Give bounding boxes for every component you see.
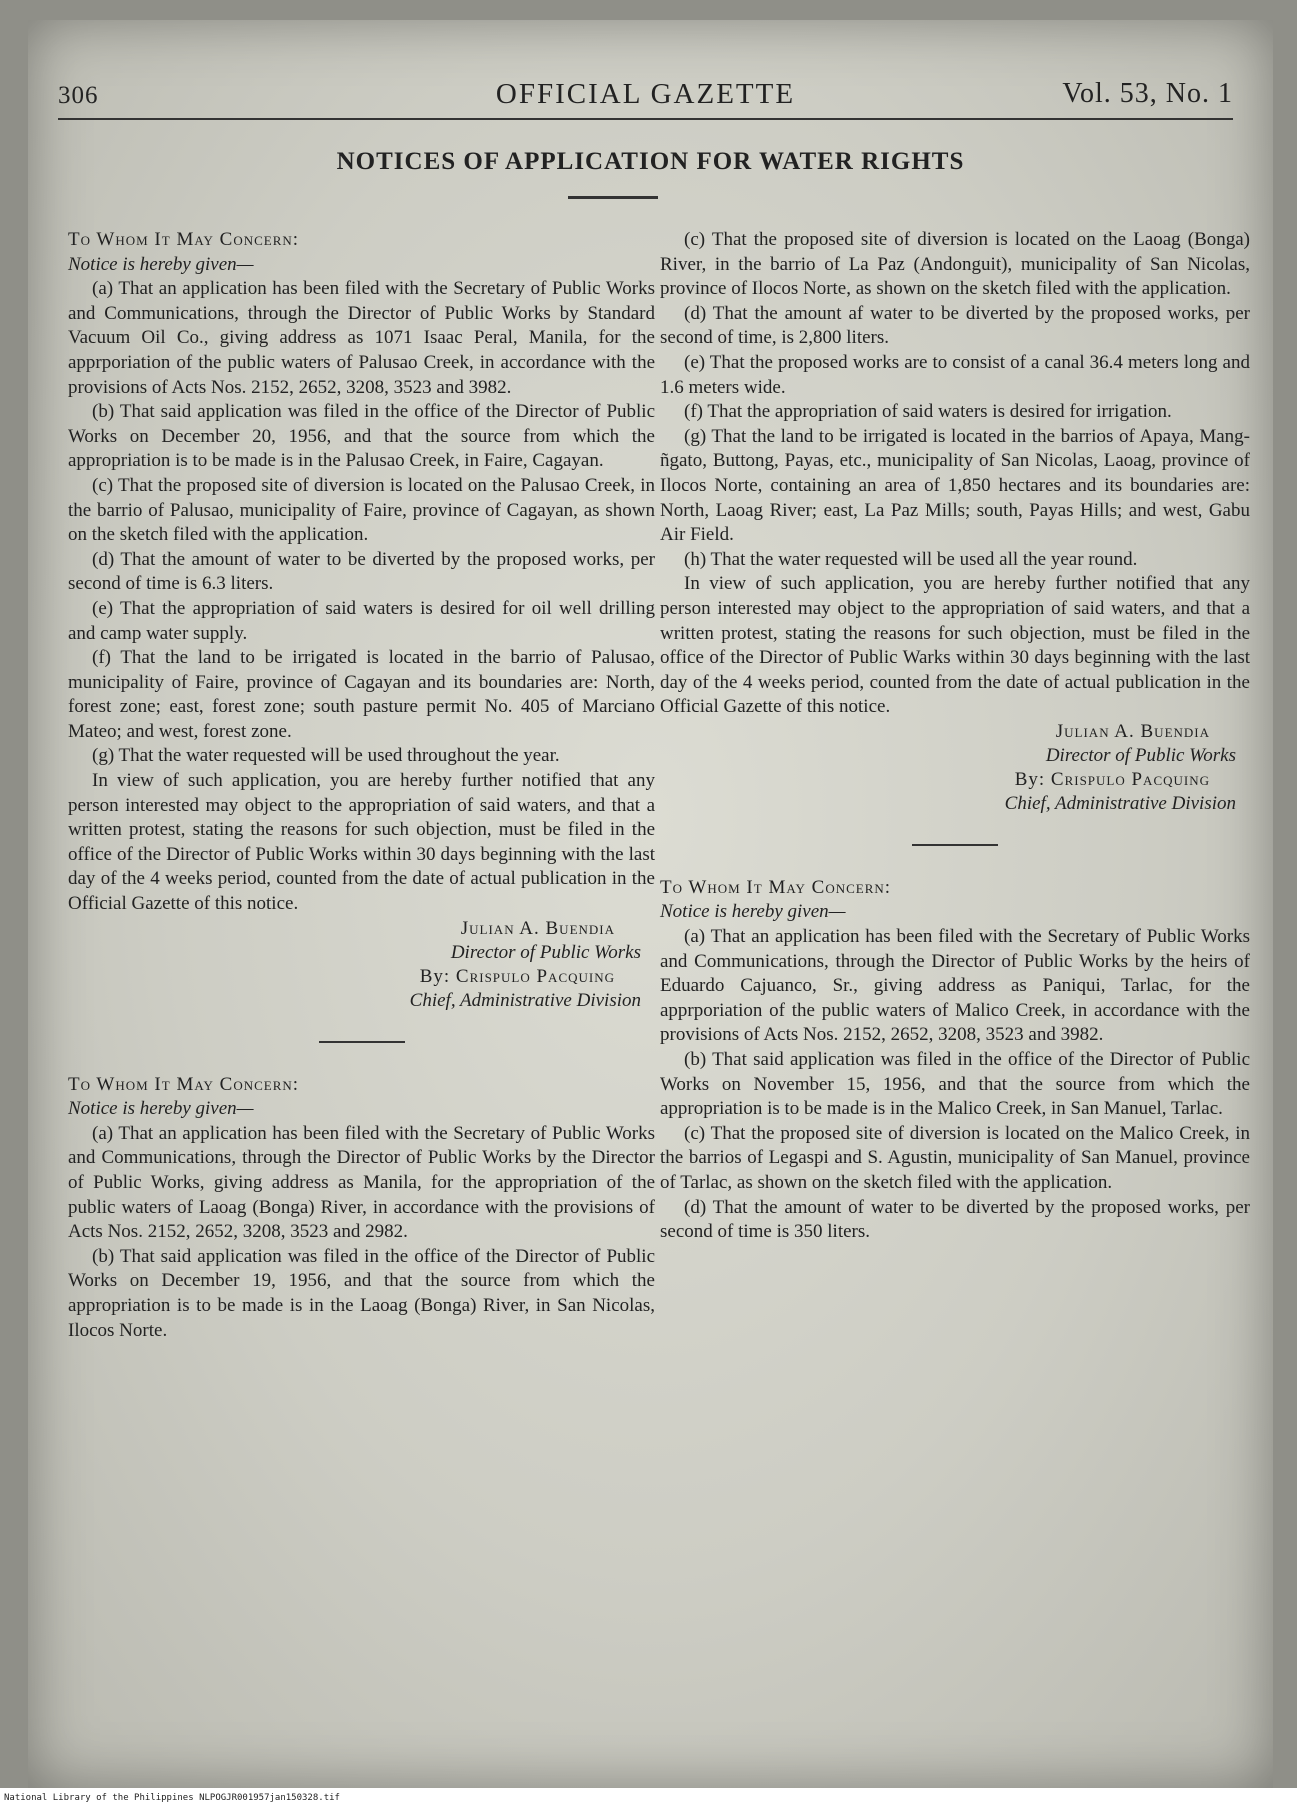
notice-paragraph: (c) That the proposed site of diversion is located on the Laoag (Bonga) River, in the barrio of La Paz (Andonguit), municipality of San Nicolas, province of Ilocos Norte, as shown on the sketch filed with the application. <box>660 229 1250 300</box>
notice-paragraph: (f) That the appropriation of said waters is desired for irrigation. <box>684 401 1172 423</box>
notice-given: Notice is hereby given— <box>660 901 846 923</box>
notice-1 <box>68 228 655 1013</box>
signatory-name: Julian A. Buendia <box>460 917 615 939</box>
notice-paragraph: (d) That the amount of water to be diverted by the proposed works, per second of time is 350 liters. <box>660 1196 1250 1243</box>
notice-paragraph: (b) That said application was filed in the office of the Director of Public Works on December 19, 1956, and that the source from which the appropriation is to be made is in the Laoag (Bonga) River, in San Nicolas, Ilocos Norte. <box>68 1245 655 1341</box>
signed-by <box>660 768 1250 792</box>
notice-salutation: To Whom It May Concern: <box>68 229 300 250</box>
notice-2-continued <box>660 228 1250 816</box>
by-label: By: <box>1014 768 1046 790</box>
notice-2-start <box>68 1073 655 1344</box>
notice-paragraph: (e) That the proposed works are to consist of a canal 36.4 meters long and 1.6 meters wide. <box>660 351 1250 398</box>
notice-paragraph: (a) That an application has been filed with the Secretary of Public Works and Communications, through the Director of Public Works by Standard Vacuum Oil Co., giving address as 1071 Isaac Peral, Manila, for the apprporiation of the public waters of Palusao Creek, in accordance with the provisions of Acts Nos. 2152, 2652, 3208, 3523 and 3982. <box>68 278 655 398</box>
notice-divider <box>319 1041 405 1043</box>
by-name: Crispulo Pacquing <box>455 965 615 987</box>
notice-paragraph: (a) That an application has been filed with the Secretary of Public Works and Communications, through the Director of Public Works by the Director of Public Works, giving address as Manila, for the appropriation of the public waters of Laoag (Bonga) River, in accordance with the provisions of Acts Nos. 2152, 2652, 3208, 3523 and 2982. <box>68 1122 655 1243</box>
gazette-page <box>28 20 1273 1788</box>
title-divider <box>568 196 658 199</box>
notice-3 <box>660 876 1250 1245</box>
notice-salutation: To Whom It May Concern: <box>68 1073 300 1095</box>
notice-paragraph: (e) That the appropriation of said waters is desired for oil well drilling and camp water supply. <box>68 597 655 644</box>
notice-paragraph: (b) That said application was filed in the office of the Director of Public Works on November 15, 1956, and that the source from which the appropriation is to be made is in the Malico Creek, in San Manuel, Tarlac. <box>660 1049 1250 1120</box>
by-name: Crispulo Pacquing <box>1050 768 1210 790</box>
page-header <box>58 62 1233 120</box>
notice-paragraph: In view of such application, you are hereby further notified that any person interested may object to the appropriation of said waters, and that a written protest, stating the reasons for such objection, must be filed in the office of the Director of Public Works within 30 days beginning with the last day of the 4 weeks period, counted from the date of actual publication in the Official Gazette of this notice. <box>68 770 655 915</box>
notice-salutation: To Whom It May Concern: <box>660 876 892 898</box>
notice-paragraph: (c) That the proposed site of diversion is located on the Palusao Creek, in the barrio of Palusao, municipality of Faire, province of Cagayan, as shown on the sketch filed with the application. <box>68 474 655 546</box>
by-label: By: <box>419 965 451 987</box>
notice-paragraph: (d) That the amount af water to be diverted by the proposed works, per second of time, is 2,800 liters. <box>660 302 1250 349</box>
notice-divider <box>912 844 998 846</box>
notice-paragraph: (b) That said application was filed in the office of the Director of Public Works on December 20, 1956, and that the source from which the appropriation is to be made is in the Palusao Creek, in Faire, Cagayan. <box>68 401 655 472</box>
notice-given: Notice is hereby given— <box>68 1098 254 1120</box>
signed-by <box>68 965 655 989</box>
page-number: 306 <box>58 82 99 109</box>
signatory-name: Julian A. Buendia <box>1055 720 1210 742</box>
scan-footer: National Library of the Philippines NLPOGJR001957jan150328.tif <box>0 1788 1297 1808</box>
notice-paragraph: (a) That an application has been filed with the Secretary of Public Works and Communications, through the Director of Public Works by the heirs of Eduardo Cajuanco, Sr., giving address as Paniqui, Tarlac, for the apprporiation of the public waters of Malico Creek, in accordance with the provisions of Acts Nos. 2152, 2652, 3208, 3523 and 3982. <box>660 926 1250 1046</box>
by-title: Chief, Administrative Division <box>409 989 641 1011</box>
section-title: NOTICES OF APPLICATION FOR WATER RIGHTS <box>336 148 965 175</box>
notice-paragraph: In view of such application, you are hereby further notified that any person interested may object to the appropriation of said waters, and that a written protest, stating the reasons for such objection, must be filed in the office of the Director of Public Warks within 30 days beginning with the last day of the 4 weeks period, counted from the date of actual publication in the Official Gazette of this notice. <box>660 573 1250 718</box>
notice-paragraph: (g) That the water requested will be used throughout the year. <box>92 745 560 767</box>
notice-paragraph: (f) That the land to be irrigated is located in the barrio of Palusao, municipality of Faire, province of Cagayan and its boundaries are: North, forest zone; east, forest zone; south pasture permit No. 405 of Marciano Mateo; and west, forest zone. <box>68 647 655 742</box>
right-column <box>660 228 1250 1245</box>
notice-paragraph: (g) That the land to be irrigated is located in the barrios of Apaya, Mang-ñgato, Buttong, Payas, etc., municipality of San Nicolas, Laoag, province of Ilocos Norte, containing an area of 1,850 hectares and its boundaries are: North, Laoag River; east, La Paz Mills; south, Payas Hills; and west, Gabu Air Field. <box>660 425 1250 546</box>
notice-paragraph: (d) That the amount of water to be diverted by the proposed works, per second of time is 6.3 liters. <box>68 548 655 595</box>
publication-title: OFFICIAL GAZETTE <box>495 78 796 110</box>
left-column <box>68 228 655 1343</box>
by-title: Chief, Administrative Division <box>1004 792 1236 814</box>
notice-paragraph: (h) That the water requested will be used all the year round. <box>684 548 1138 570</box>
volume-number: Vol. 53, No. 1 <box>1062 78 1233 109</box>
notice-given: Notice is hereby given— <box>68 253 254 275</box>
signatory-title: Director of Public Works <box>450 941 641 963</box>
signatory-title: Director of Public Works <box>1045 744 1236 766</box>
notice-paragraph: (c) That the proposed site of diversion is located on the Malico Creek, in the barrios of Legaspi and S. Agustin, municipality of San Manuel, province of Tarlac, as shown on the sketch filed with the application. <box>660 1122 1250 1193</box>
